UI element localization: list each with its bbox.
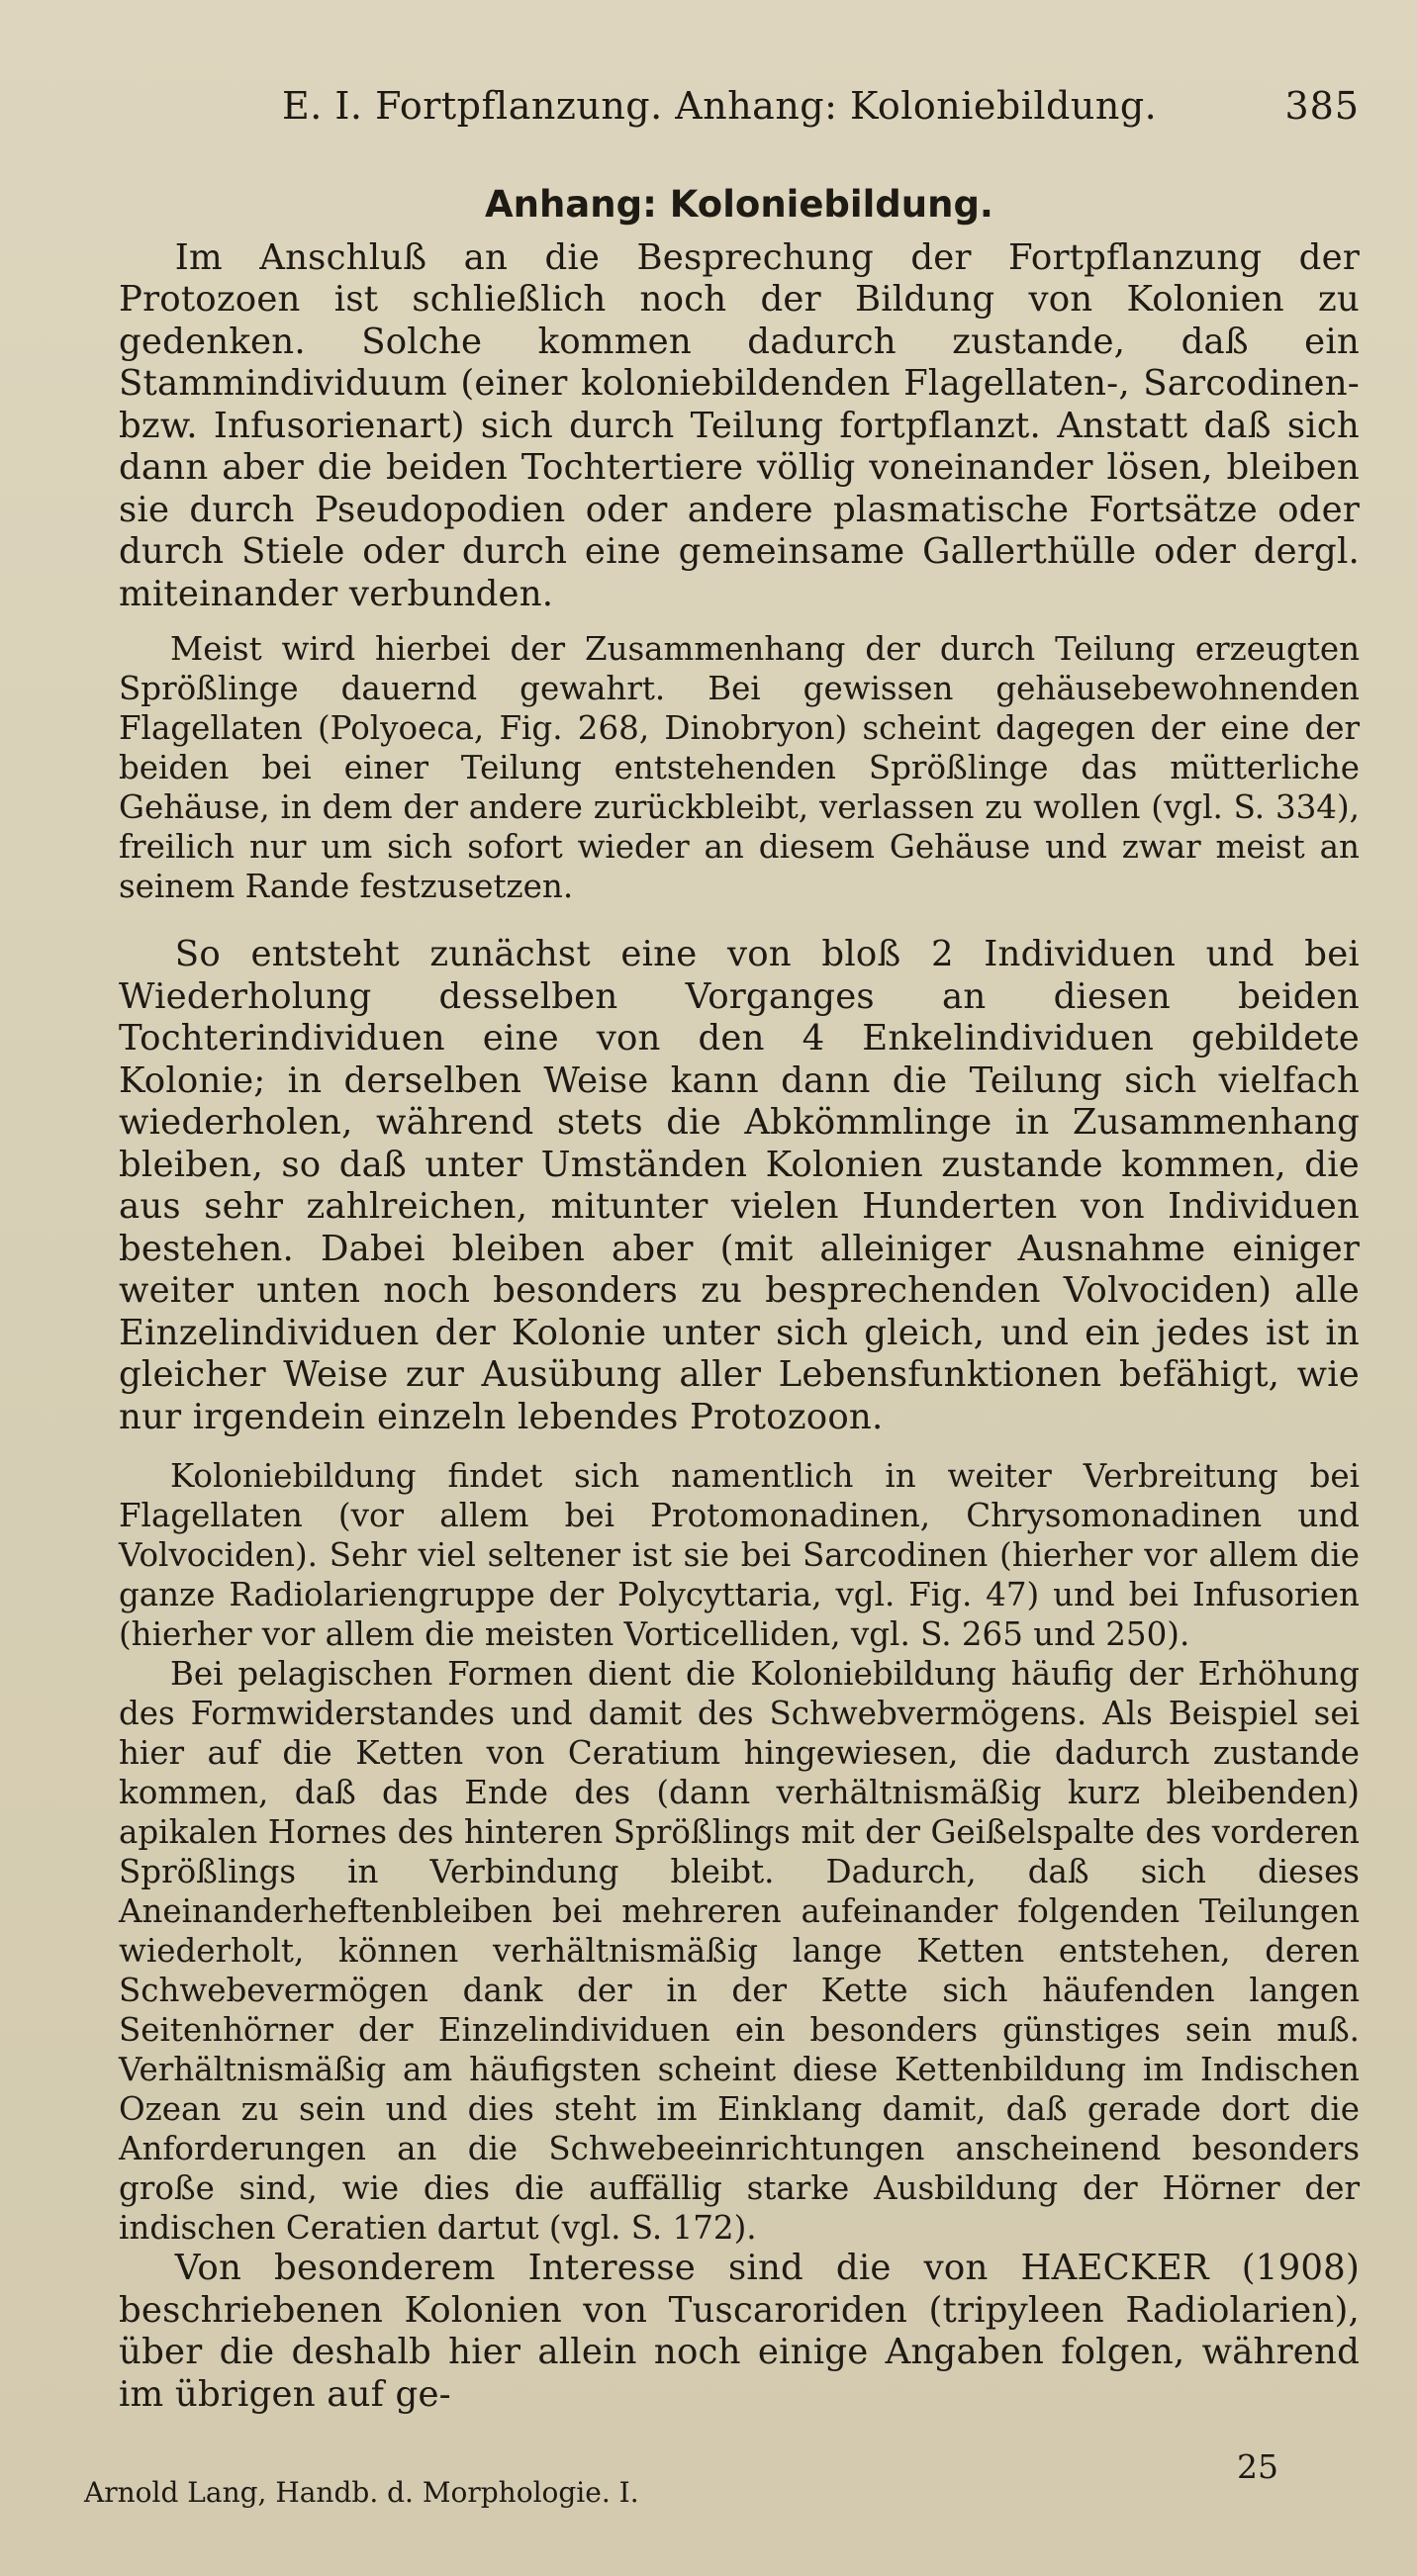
body-text — [119, 237, 1360, 2417]
paragraph-kolonie: So entsteht zunächst eine von bloß 2 Individuen und bei Wiederholung desselben Vorganges an diesen beiden Tochterindividuen eine von den 4 Enkelindividuen gebildete Kolonie; in derselben Weise kann dann die Teilung sich vielfach wiederholen, während stets die Abkömmlinge in Zusammenhang bleiben, so daß unter Umständen Kolonien zustande kommen, die aus sehr zahlreichen, mitunter vielen Hunderten von Individuen bestehen. Dabei bleiben aber (mit alleiniger Ausnahme einiger weiter unten noch besonders zu besprechenden Volvociden) alle Einzelindividuen der Kolonie unter sich gleich, und ein jedes ist in gleicher Weise zur Ausübung aller Lebensfunktionen befähigt, wie nur irgendein einzeln lebendes Protozoon. — [119, 934, 1360, 1437]
page-footer — [84, 2447, 1278, 2510]
book-reference: Arnold Lang, Handb. d. Morphologie. I. — [84, 2476, 639, 2509]
page-number: 385 — [1284, 84, 1360, 128]
paragraph-intro: Im Anschluß an die Besprechung der Fortpflanzung der Protozoen ist schließlich noch der Bildung von Kolonien zu gedenken. Solche kommen dadurch zustande, daß ein Stammindividuum (einer koloniebildenden Flagellaten-, Sarcodinen- bzw. Infusorienart) sich durch Teilung fortpflanzt. Anstatt daß sich dann aber die beiden Tochtertiere völlig voneinander lösen, bleiben sie durch Pseudopodien oder andere plasmatische Fortsätze oder durch Stiele oder durch eine gemeinsame Gallerthülle oder dergl. miteinander verbunden. — [119, 236, 1360, 614]
paragraph-verbreitung: Koloniebildung findet sich namentlich in weiter Verbreitung bei Flagellaten (vor allem bei Protomonadinen, Chrysomonadinen und Volvociden). Sehr viel seltener ist sie bei Sarcodinen (hierher vor allem die ganze Radiolariengruppe der Polycyttaria, vgl. Fig. 47) und bei Infusorien (hierher vor allem die meisten Vorticelliden, vgl. S. 265 und 250). — [119, 1457, 1360, 1654]
running-title: E. I. Fortpflanzung. Anhang: Koloniebildung. — [282, 84, 1158, 128]
paragraph-tuscaroriden: Von besonderem Interesse sind die von HAECKER (1908) beschriebenen Kolonien von Tuscaroriden (tripyleen Radiolarien), über die deshalb hier allein noch einige Angaben folgen, während im übrigen auf ge- — [119, 2248, 1360, 2415]
sheet-signature: 25 — [1237, 2447, 1278, 2486]
paragraph-sprosslinge: Meist wird hierbei der Zusammenhang der durch Teilung erzeugten Sprößlinge dauernd gewahrt. Bei gewissen gehäusebewohnenden Flagellaten (Polyoeca, Fig. 268, Dinobryon) scheint dagegen der eine der beiden bei einer Teilung entstehenden Sprößlinge das mütterliche Gehäuse, in dem der andere zurückbleibt, verlassen zu wollen (vgl. S. 334), freilich nur um sich sofort wieder an diesem Gehäuse und zwar meist an seinem Rande festzusetzen. — [119, 630, 1360, 906]
paragraph-pelagische-formen: Bei pelagischen Formen dient die Koloniebildung häufig der Erhöhung des Formwiderstandes und damit des Schwebvermögens. Als Beispiel sei hier auf die Ketten von Ceratium hingewiesen, die dadurch zustande kommen, daß das Ende des (dann verhältnismäßig kurz bleibenden) apikalen Hornes des hinteren Sprößlings mit der Geißelspalte des vorderen Sprößlings in Verbindung bleibt. Dadurch, daß sich dieses Aneinanderheftenbleiben bei mehreren aufeinander folgenden Teilungen wiederholt, können verhältnismäßig lange Ketten entstehen, deren Schwebevermögen dank der in der Kette sich häufenden langen Seitenhörner der Einzelindividuen ein besonders günstiges sein muß. Verhältnismäßig am häufigsten scheint diese Kettenbildung im Indischen Ozean zu sein und dies steht im Einklang damit, daß gerade dort die Anforderungen an die Schwebeeinrichtungen anscheinend besonders große sind, wie dies die auffällig starke Ausbildung der Hörner der indischen Ceratien dartut (vgl. S. 172). — [119, 1655, 1360, 2248]
running-head — [119, 84, 1360, 143]
section-title: Anhang: Koloniebildung. — [484, 183, 993, 226]
